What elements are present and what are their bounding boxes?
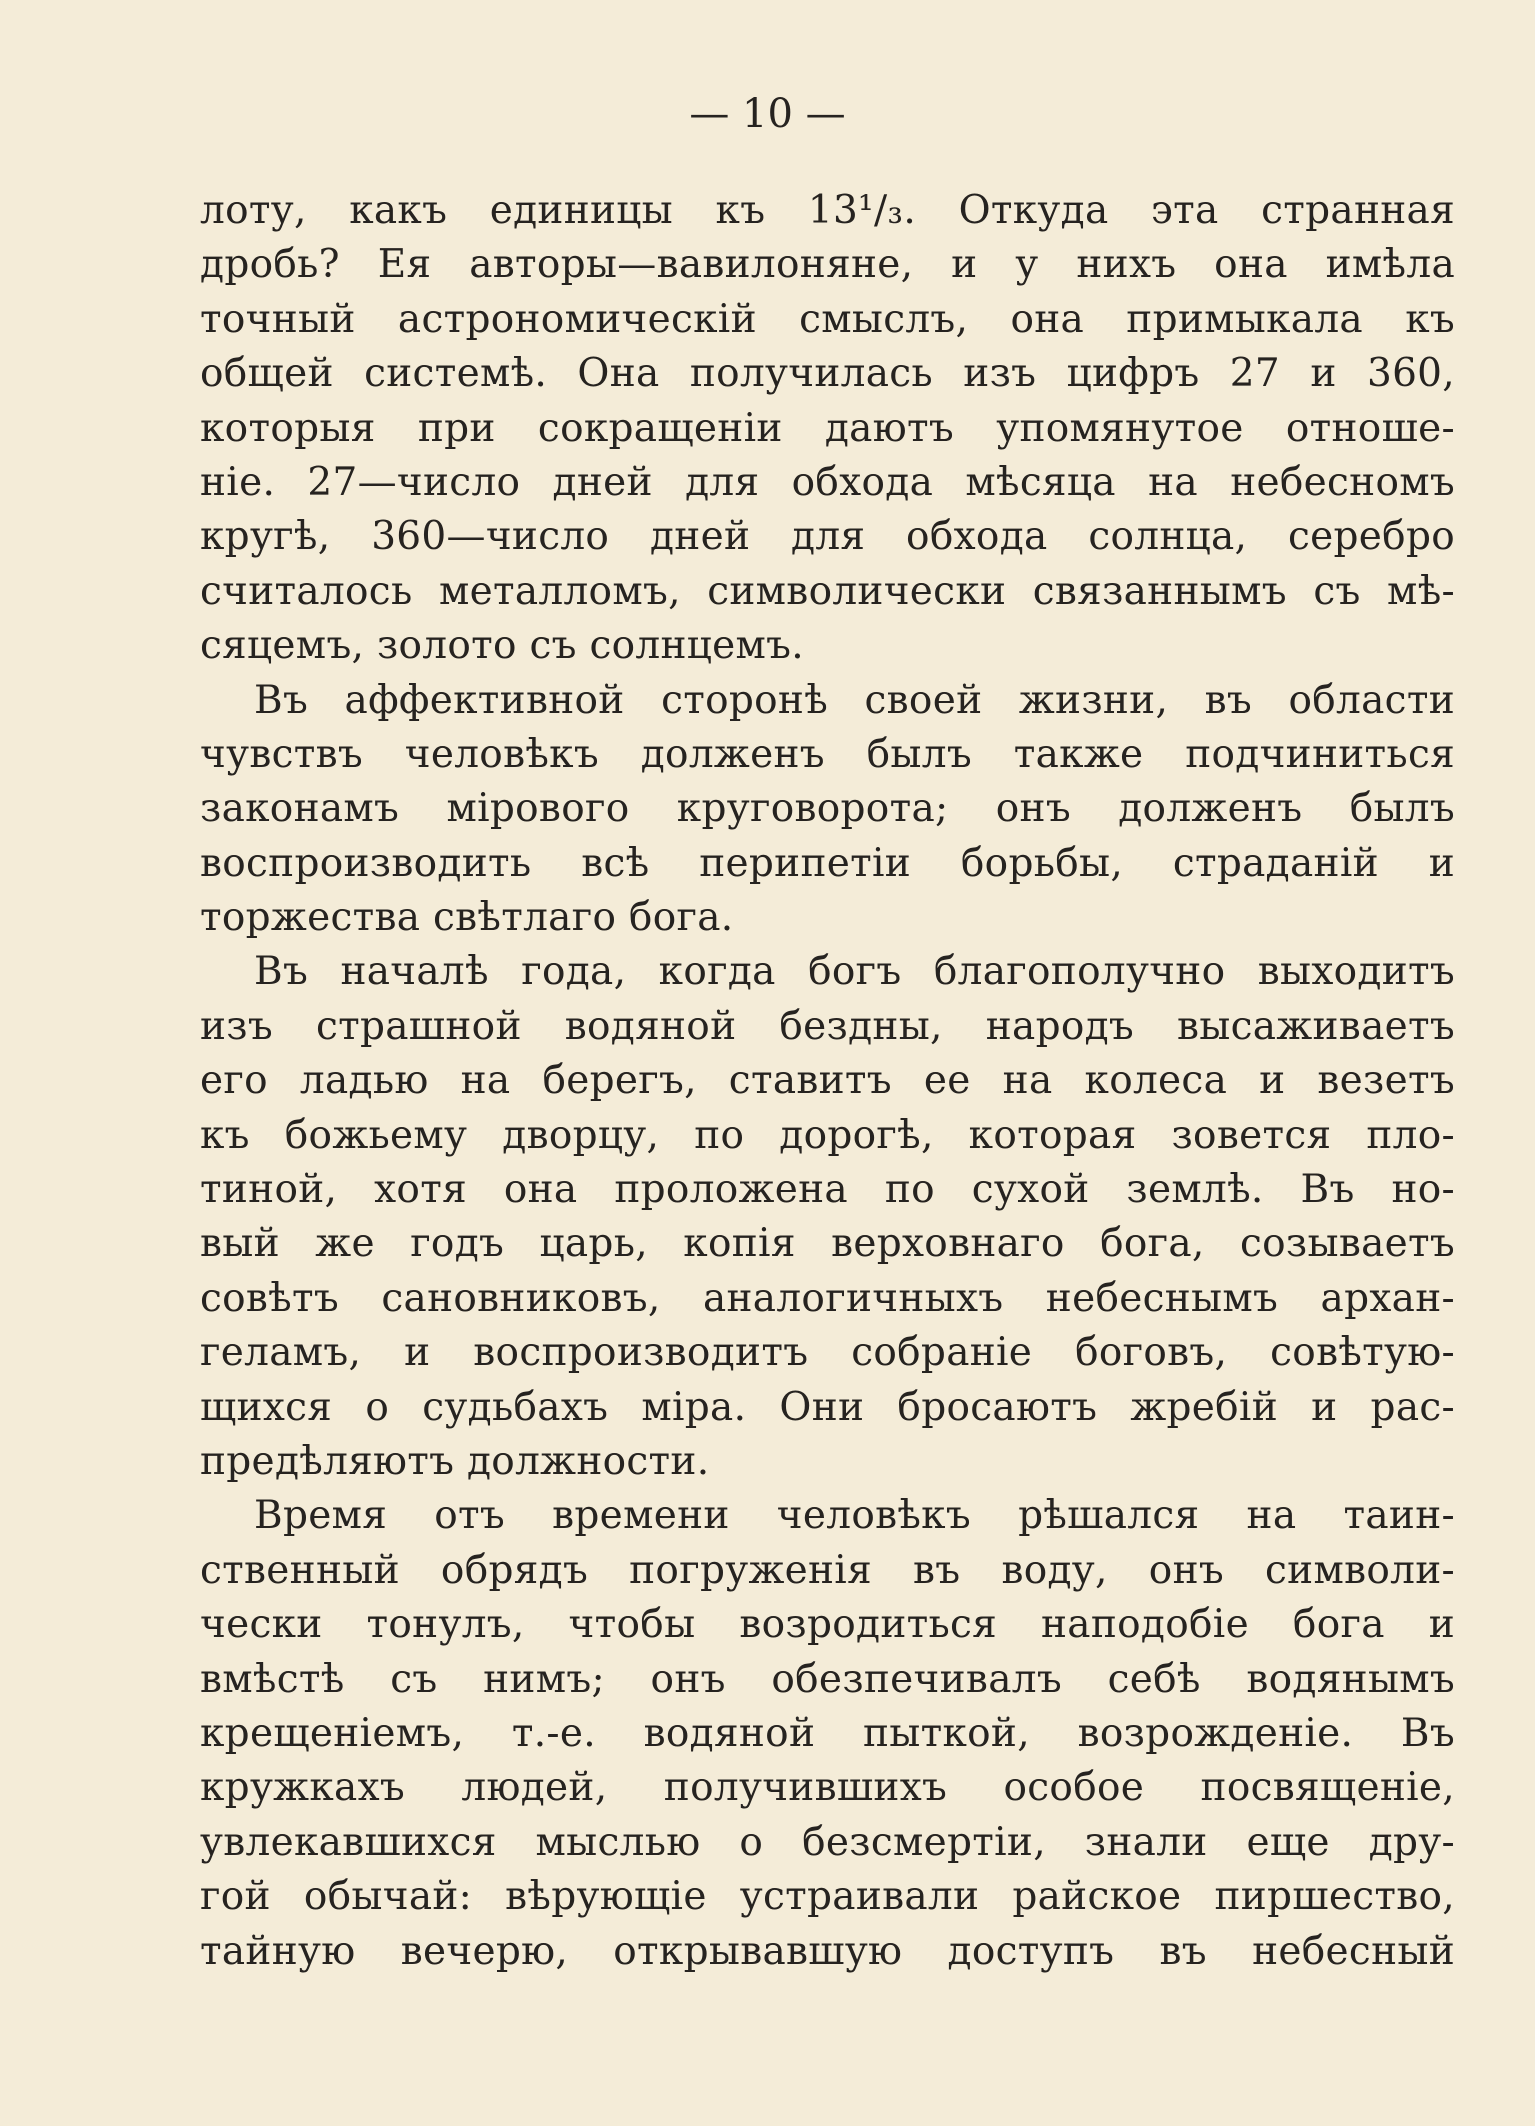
- text-line: ственный обрядъ погруженія въ воду, онъ символи-: [200, 1547, 1455, 1593]
- text-line: точный астрономическій смыслъ, она примыкала къ: [200, 296, 1455, 342]
- text-line: увлекавшихся мыслью о безсмертіи, знали еще дру-: [200, 1819, 1455, 1865]
- text-line: торжества свѣтлаго бога.: [200, 895, 734, 941]
- text-line: кругѣ, 360—число дней для обхода солнца, серебро: [200, 514, 1455, 560]
- text-line: считалось металломъ, символически связаннымъ съ мѣ-: [200, 568, 1455, 614]
- text-line: ніе. 27—число дней для обхода мѣсяца на небесномъ: [200, 459, 1455, 505]
- text-line: чески тонулъ, чтобы возродиться наподобіе бога и: [200, 1602, 1455, 1648]
- text-line: кружкахъ людей, получившихъ особое посвященіе,: [200, 1765, 1455, 1811]
- text-line: его ладью на берегъ, ставитъ ее на колеса и везетъ: [200, 1058, 1455, 1104]
- paragraph-2: [200, 674, 1455, 946]
- paragraph-3: [200, 945, 1455, 1489]
- paragraph-1: [200, 184, 1455, 674]
- text-line: къ божьему дворцу, по дорогѣ, которая зовется пло-: [200, 1112, 1455, 1158]
- text-line: воспроизводить всѣ перипетіи борьбы, страданій и: [200, 840, 1455, 886]
- text-line: чувствъ человѣкъ долженъ былъ также подчиниться: [200, 731, 1455, 777]
- page-number: — 10 —: [689, 91, 846, 137]
- text-line: тайную вечерю, открывавшую доступъ въ небесный: [200, 1928, 1455, 1974]
- text-line: сяцемъ, золото съ солнцемъ.: [200, 623, 804, 669]
- text-line: законамъ мірового круговорота; онъ долженъ былъ: [200, 786, 1455, 832]
- text-line: геламъ, и воспроизводитъ собраніе боговъ, совѣтую-: [200, 1330, 1455, 1376]
- text-line: вый же годъ царь, копія верховнаго бога, созываетъ: [200, 1221, 1455, 1267]
- text-line: общей системѣ. Она получилась изъ цифръ 27 и 360,: [200, 351, 1455, 397]
- text-line: изъ страшной водяной бездны, народъ высаживаетъ: [200, 1003, 1455, 1049]
- paragraph-4: [200, 1489, 1455, 1979]
- text-line: вмѣстѣ съ нимъ; онъ обезпечивалъ себѣ водянымъ: [200, 1656, 1455, 1702]
- text-line: дробь? Ея авторы—вавилоняне, и у нихъ она имѣла: [200, 242, 1455, 288]
- text-line: которыя при сокращеніи даютъ упомянутое отноше-: [200, 405, 1455, 451]
- text-line: гой обычай: вѣрующіе устраивали райское пиршество,: [200, 1874, 1455, 1920]
- text-line: Въ началѣ года, когда богъ благополучно выходитъ: [254, 949, 1455, 995]
- text-line: совѣтъ сановниковъ, аналогичныхъ небеснымъ архан-: [200, 1275, 1455, 1321]
- text-line: тиной, хотя она проложена по сухой землѣ. Въ но-: [200, 1167, 1455, 1213]
- text-line: предѣляютъ должности.: [200, 1438, 710, 1484]
- text-line: лоту, какъ единицы къ 13¹/₃. Откуда эта странная: [200, 188, 1455, 233]
- text-line: Въ аффективной сторонѣ своей жизни, въ области: [254, 677, 1455, 723]
- text-line: крещеніемъ, т.-е. водяной пыткой, возрожденіе. Въ: [200, 1710, 1455, 1756]
- body-text: [200, 184, 1455, 1979]
- text-line: щихся о судьбахъ міра. Они бросаютъ жребій и рас-: [200, 1384, 1455, 1430]
- text-line: Время отъ времени человѣкъ рѣшался на таин-: [254, 1493, 1455, 1539]
